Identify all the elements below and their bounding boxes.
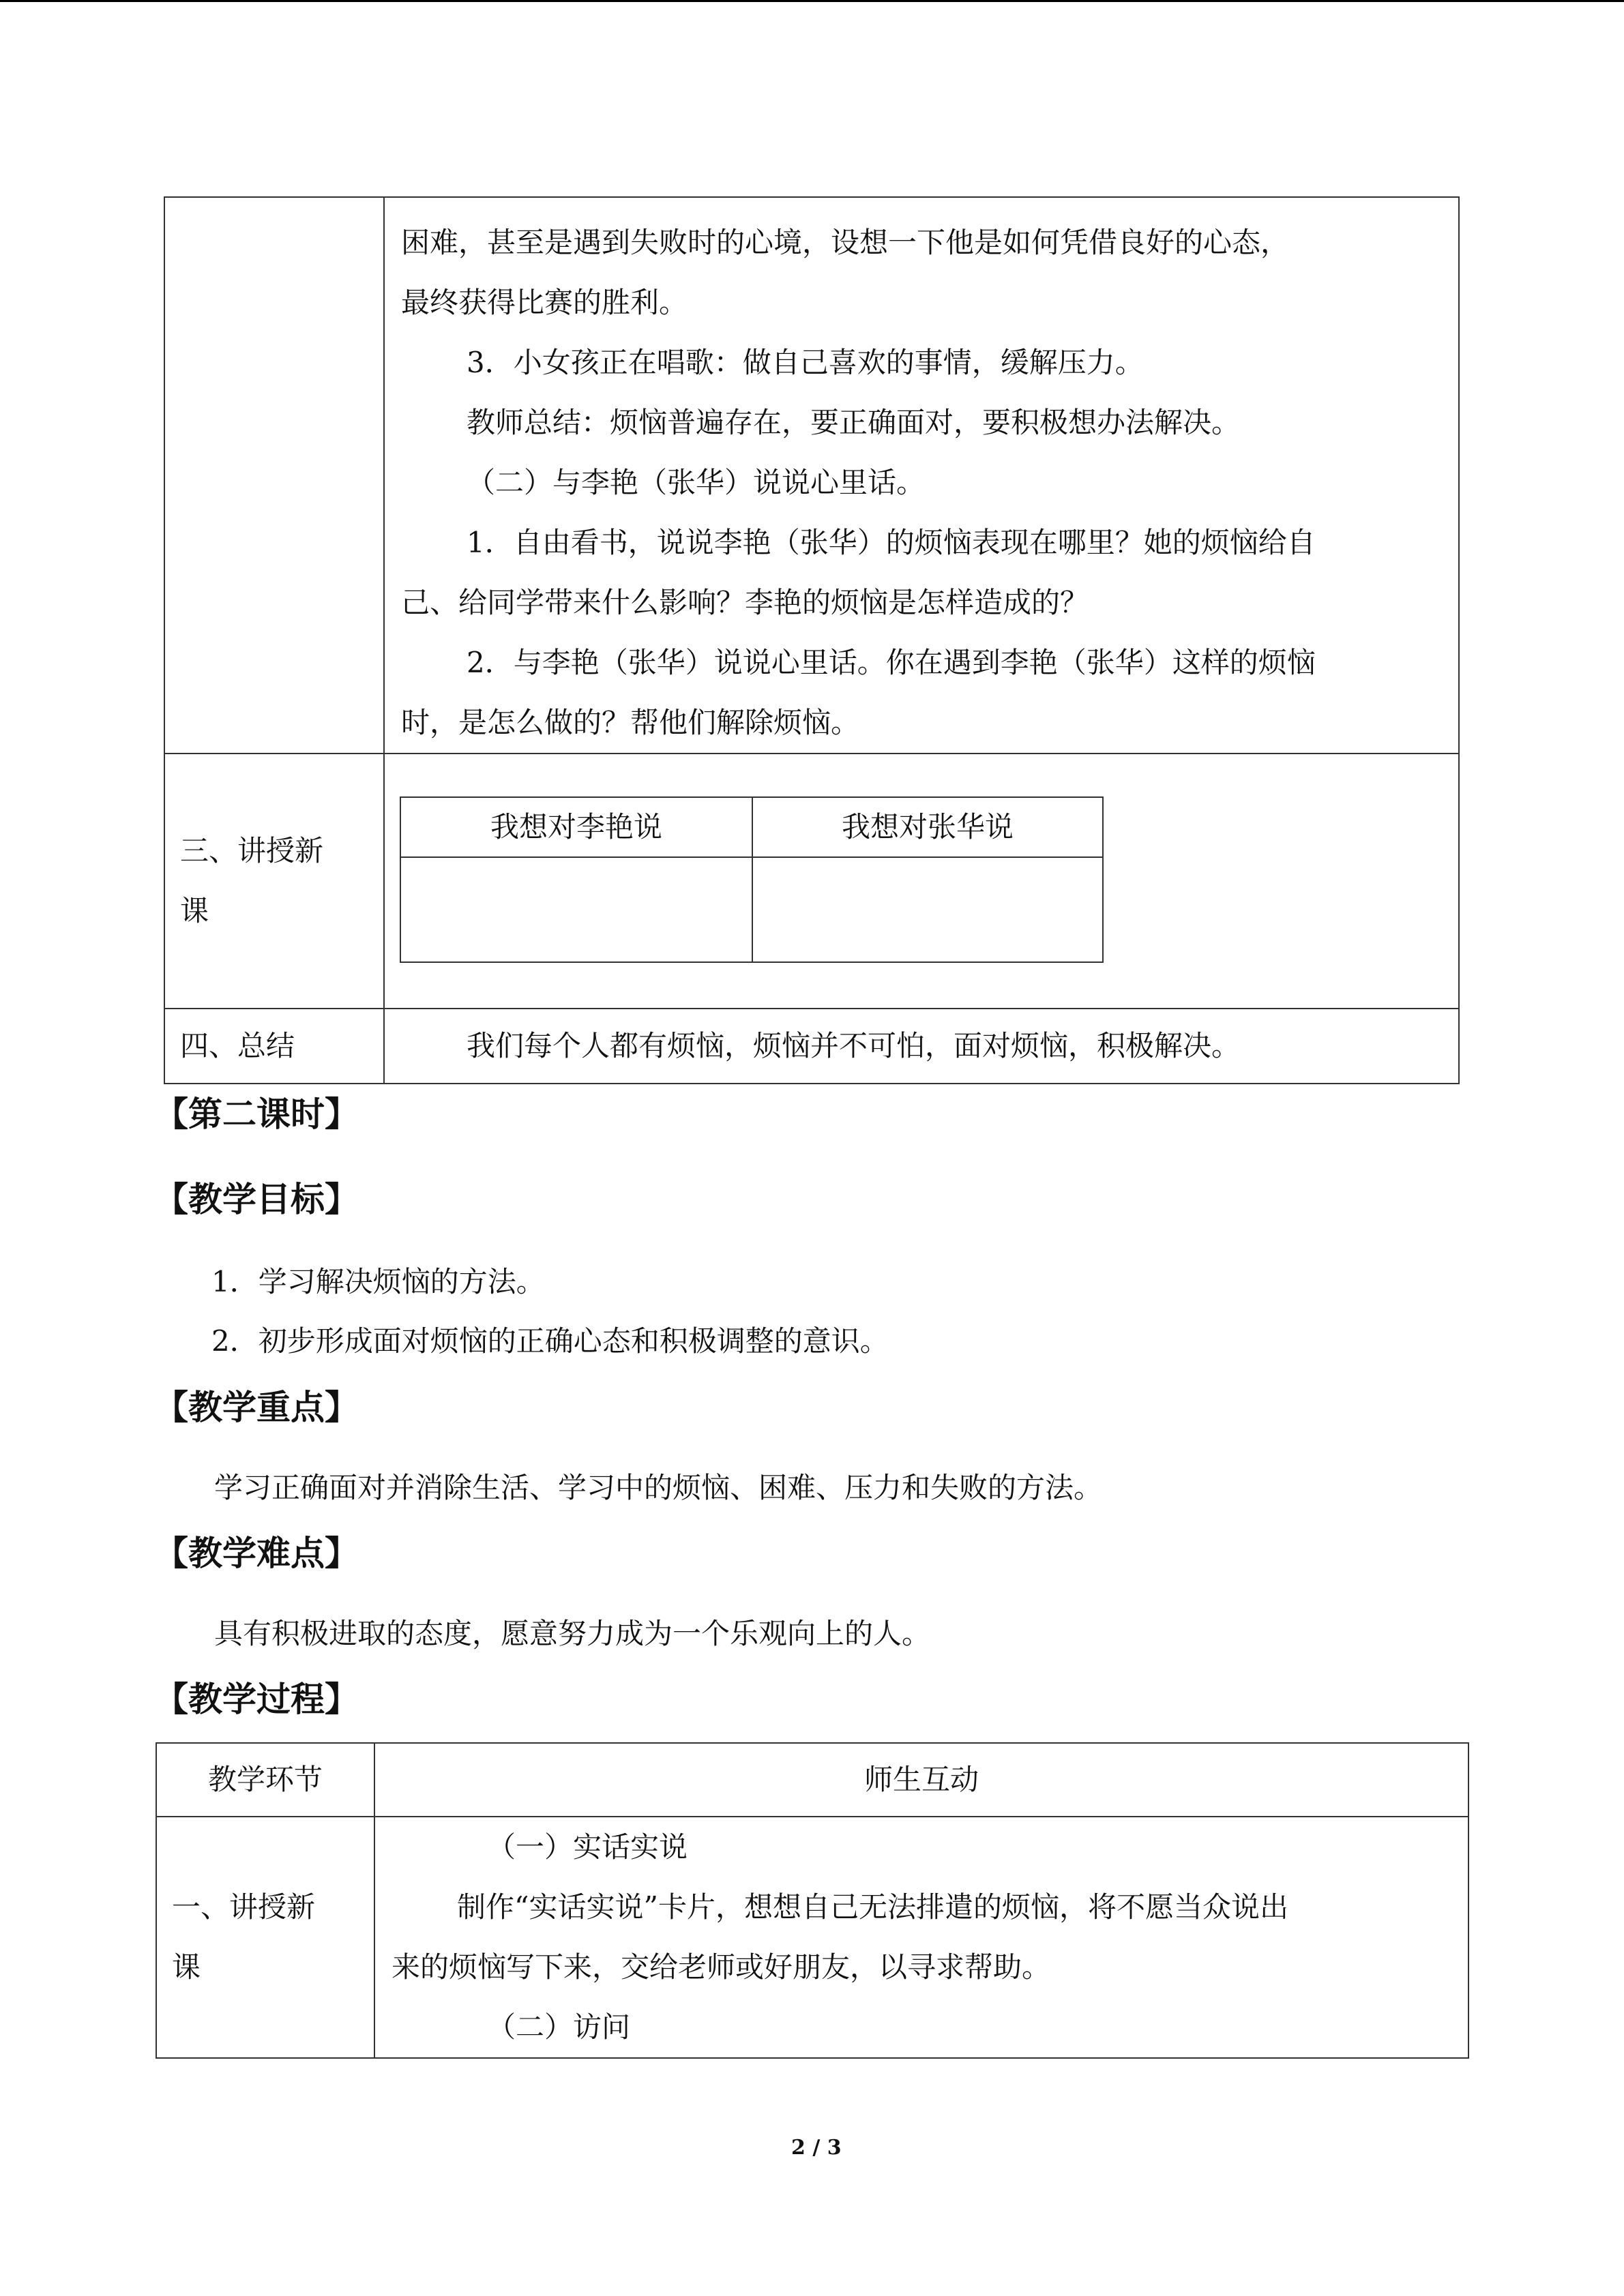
table-cell-content (384, 197, 1459, 754)
summary-text: 我们每个人都有烦恼，烦恼并不可怕，面对烦恼，积极解决。 (467, 1029, 1241, 1062)
table-cell-label (156, 1817, 374, 2058)
key-text: 学习正确面对并消除生活、学习中的烦恼、困难、压力和失败的方法。 (214, 1471, 1103, 1504)
header-text: 教学环节 (207, 1763, 323, 1796)
message-table (400, 796, 1104, 963)
paragraph-line: 来的烦恼写下来，交给老师或好朋友，以寻求帮助。 (392, 1950, 1051, 1984)
top-process-table (164, 196, 1460, 1084)
table-header-cell (752, 797, 1103, 857)
table-cell-content (374, 1817, 1468, 2058)
key-heading: 【教学重点】 (154, 1388, 359, 1427)
paragraph-line: （二）访问 (487, 2010, 631, 2044)
paragraph-line: 时，是怎么做的？帮他们解除烦恼。 (401, 706, 860, 739)
paragraph-line: （一）实话实说 (487, 1830, 688, 1864)
table-cell-label (164, 197, 384, 754)
table-header-cell (156, 1743, 374, 1817)
paragraph-line: 1．自由看书，说说李艳（张华）的烦恼表现在哪里？她的烦恼给自 (467, 526, 1316, 559)
row-label: 课 (172, 1950, 201, 1984)
process-heading: 【教学过程】 (154, 1680, 359, 1719)
paragraph-line: 3．小女孩正在唱歌：做自己喜欢的事情，缓解压力。 (467, 346, 1144, 379)
paragraph-line: 困难，甚至是遇到失败时的心境，设想一下他是如何凭借良好的心态， (401, 226, 1290, 259)
page-number: 2 / 3 (791, 2136, 842, 2160)
empty-cell (400, 857, 752, 962)
table-row (164, 754, 1459, 1009)
table-row (164, 1009, 1459, 1084)
header-text: 我想对李艳说 (490, 810, 662, 844)
table-row (400, 857, 1103, 962)
table-row (156, 1817, 1468, 2058)
goals-heading: 【教学目标】 (154, 1180, 359, 1219)
table-row (164, 197, 1459, 754)
paragraph-line: 最终获得比赛的胜利。 (401, 286, 688, 319)
table-cell-content (384, 754, 1459, 1009)
row-label: 四、总结 (180, 1029, 295, 1062)
table-row (156, 1743, 1468, 1817)
empty-cell (752, 857, 1103, 962)
paragraph-line: 制作“实话实说”卡片，想想自己无法排遣的烦恼，将不愿当众说出 (457, 1890, 1288, 1924)
row-label: 一、讲授新 (172, 1890, 316, 1924)
paragraph-line: （二）与李艳（张华）说说心里话。 (467, 466, 926, 499)
difficulty-text: 具有积极进取的态度，愿意努力成为一个乐观向上的人。 (214, 1617, 931, 1650)
goal-item: 1．学习解决烦恼的方法。 (211, 1265, 545, 1298)
paragraph-line: 己、给同学带来什么影响？李艳的烦恼是怎样造成的？ (401, 586, 1089, 619)
row-label: 三、讲授新 (180, 834, 324, 867)
header-text: 师生互动 (863, 1763, 979, 1796)
table-row (400, 797, 1103, 857)
row-label: 课 (180, 894, 209, 927)
bottom-process-table (156, 1742, 1469, 2059)
table-header-cell (374, 1743, 1468, 1817)
header-text: 我想对张华说 (841, 810, 1014, 844)
table-cell-content (384, 1009, 1459, 1084)
table-cell-label (164, 1009, 384, 1084)
table-cell-label (164, 754, 384, 1009)
goal-item: 2．初步形成面对烦恼的正确心态和积极调整的意识。 (211, 1324, 889, 1358)
paragraph-line: 2．与李艳（张华）说说心里话。你在遇到李艳（张华）这样的烦恼 (467, 646, 1316, 679)
page-top-border (0, 0, 1624, 2)
table-header-cell (400, 797, 752, 857)
difficulty-heading: 【教学难点】 (154, 1534, 359, 1573)
paragraph-line: 教师总结：烦恼普遍存在，要正确面对，要积极想办法解决。 (467, 406, 1241, 439)
lesson2-heading: 【第二课时】 (154, 1094, 359, 1134)
